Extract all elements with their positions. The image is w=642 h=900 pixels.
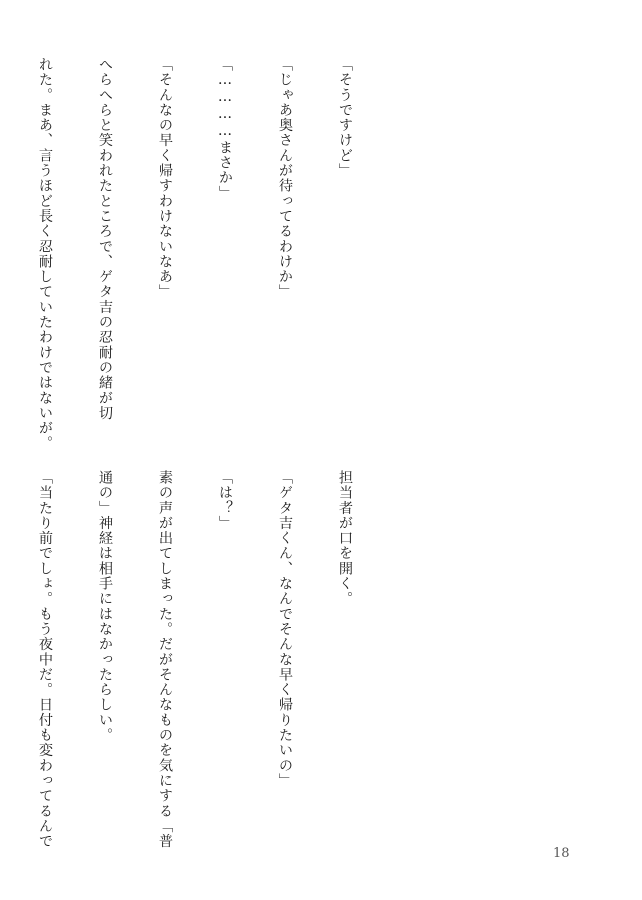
text-block-lower [37, 470, 395, 849]
text-line: 「当たり前でしょ。もう夜中だ。日付も変わってるんで [37, 470, 53, 849]
text-block-upper [37, 57, 395, 451]
text-line: 「じゃあ奥さんが待ってるわけか」 [277, 57, 293, 300]
text-line: へらへらと笑われたところで、ゲタ吉の忍耐の緒が切 [97, 57, 113, 421]
text-line: れた。まあ、言うほど長く忍耐していたわけではないが。 [37, 57, 53, 451]
text-line: 素の声が出てしまった。だがそんなものを気にする「普 [157, 470, 173, 849]
text-line: 「そうですけど」 [337, 57, 353, 179]
text-line: 「そんなの早く帰すわけないなあ」 [157, 57, 173, 300]
text-line: 「ゲタ吉くん、なんでそんな早く帰りたいの」 [277, 470, 293, 789]
text-line: 「は？」 [217, 470, 233, 531]
text-line: 通の」神経は相手にはなかったらしい。 [97, 470, 113, 743]
text-line: 担当者が口を開く。 [337, 470, 353, 607]
text-line: 「…………まさか」 [217, 57, 233, 201]
page-number: 18 [553, 846, 570, 861]
